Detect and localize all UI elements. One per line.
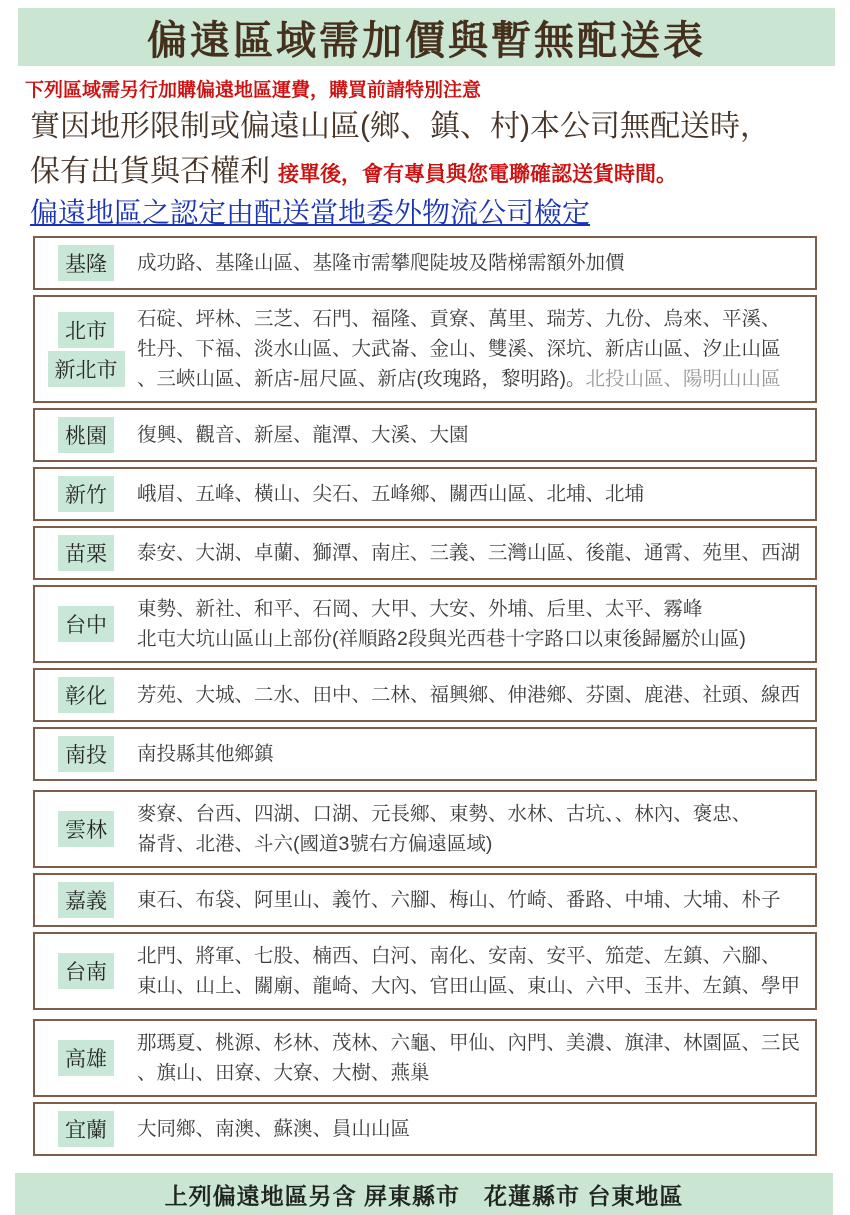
area-text: 大同鄉、南澳、蘇澳、員山山區 [137, 1118, 411, 1140]
region-label-cell [35, 535, 137, 571]
region-label-cell [35, 953, 137, 989]
area-text: 南投縣其他鄉鎮 [137, 743, 274, 765]
area-line [137, 624, 813, 654]
area-line [137, 364, 813, 394]
table-row [33, 790, 817, 868]
region-label: 高雄 [58, 1040, 114, 1076]
area-text: 牡丹、下福、淡水山區、大武崙、金山、雙溪、深坑、新店山區、汐止山區 [137, 338, 781, 360]
area-text: 北門、將軍、七股、楠西、白河、南化、安南、安平、笳萣、左鎮、六腳、 [137, 945, 781, 967]
table-row [33, 236, 817, 290]
table-row [33, 295, 817, 403]
area-line [137, 420, 813, 450]
table-row [33, 873, 817, 927]
area-text: 北屯大坑山區山上部份(祥順路2段與光西巷十字路口以東後歸屬於山區) [137, 628, 746, 650]
region-label-cell [35, 811, 137, 847]
page-title-bar [18, 8, 835, 66]
region-label: 新竹 [58, 476, 114, 512]
region-areas [137, 594, 815, 654]
region-areas [137, 680, 815, 710]
region-areas [137, 248, 815, 278]
region-label: 苗栗 [58, 535, 114, 571]
area-line [137, 304, 813, 334]
area-text: 泰安、大湖、卓蘭、獅潭、南庄、三義、三灣山區、後龍、通霄、苑里、西湖 [137, 542, 801, 564]
region-label: 彰化 [58, 677, 114, 713]
area-text: 石碇、坪林、三芝、石門、福隆、貢寮、萬里、瑞芳、九份、烏來、平溪、 [137, 308, 781, 330]
area-text: 崙背、北港、斗六(國道3號右方偏遠區域) [137, 833, 493, 855]
area-line [137, 1058, 813, 1088]
table-row [33, 727, 817, 781]
region-areas [137, 538, 815, 568]
area-text: 芳苑、大城、二水、田中、二林、福興鄉、伸港鄉、芬園、鹿港、社頭、線西 [137, 684, 801, 706]
area-text: 峨眉、五峰、橫山、尖石、五峰鄉、關西山區、北埔、北埔 [137, 483, 645, 505]
area-text: 成功路、基隆山區、基隆市需攀爬陡坡及階梯需額外加價 [137, 252, 625, 274]
page-title: 偏遠區域需加價與暫無配送表 [147, 18, 706, 63]
area-text: 麥寮、台西、四湖、口湖、元長鄉、東勢、水林、古坑、、林內、褒忠、 [137, 803, 752, 825]
area-line [137, 971, 813, 1001]
area-text: 東石、布袋、阿里山、義竹、六腳、梅山、竹崎、番路、中埔、大埔、朴子 [137, 889, 781, 911]
region-areas [137, 941, 815, 1001]
region-areas [137, 479, 815, 509]
area-line [137, 829, 813, 859]
region-label: 桃園 [58, 417, 114, 453]
region-label: 北市 [58, 312, 114, 348]
area-line [137, 1028, 813, 1058]
notice-blue: 偏遠地區之認定由配送當地委外物流公司檢定 [30, 197, 591, 228]
area-line [137, 1114, 813, 1144]
area-line [137, 334, 813, 364]
area-text: 那瑪夏、桃源、杉林、茂林、六龜、甲仙、內門、美濃、旗津、林園區、三民 [137, 1032, 801, 1054]
region-areas [137, 420, 815, 450]
region-areas [137, 739, 815, 769]
area-line [137, 739, 813, 769]
area-line [137, 885, 813, 915]
area-line [137, 680, 813, 710]
table-row [33, 1019, 817, 1097]
region-label: 台中 [58, 606, 114, 642]
region-label-cell [35, 312, 137, 387]
region-label-cell [35, 882, 137, 918]
table-row [33, 526, 817, 580]
region-areas [137, 1028, 815, 1088]
notice-line-2-red: 接單後，會有專員與您電聯確認送貨時間。 [278, 161, 677, 186]
area-line [137, 799, 813, 829]
notice-line-1: 實因地形限制或偏遠山區(鄉、鎮、村)本公司無配送時， [30, 110, 770, 143]
region-label-cell [35, 1040, 137, 1076]
region-label-cell [35, 736, 137, 772]
region-label: 雲林 [58, 811, 114, 847]
region-label: 嘉義 [58, 882, 114, 918]
region-label-cell [35, 245, 137, 281]
area-text-muted: 北投山區、陽明山山區 [585, 368, 781, 390]
warning-text: 下列區域需另行加購偏遠地區運費，購買前請特別注意 [25, 79, 482, 101]
region-label-cell [35, 417, 137, 453]
region-label: 台南 [58, 953, 114, 989]
region-label: 基隆 [58, 245, 114, 281]
area-text: 東勢、新社、和平、石岡、大甲、大安、外埔、后里、太平、霧峰 [137, 598, 703, 620]
area-text: 、三峽山區、新店-屈尺區、新店(玫瑰路，黎明路)。 [137, 368, 586, 390]
table-row [33, 1102, 817, 1156]
region-areas [137, 799, 815, 859]
region-label-cell [35, 476, 137, 512]
table-row [33, 668, 817, 722]
table-row [33, 467, 817, 521]
region-label: 宜蘭 [58, 1111, 114, 1147]
region-label: 南投 [58, 736, 114, 772]
table-row [33, 408, 817, 462]
notice-line-2-main: 保有出貨與否權利 [30, 155, 270, 188]
area-text: 復興、觀音、新屋、龍潭、大溪、大園 [137, 424, 469, 446]
area-line [137, 594, 813, 624]
footer-bar [15, 1173, 833, 1215]
region-label-cell [35, 1111, 137, 1147]
region-label-cell [35, 677, 137, 713]
area-line [137, 538, 813, 568]
area-line [137, 941, 813, 971]
table-row [33, 932, 817, 1010]
region-areas [137, 1114, 815, 1144]
area-text: 東山、山上、關廟、龍崎、大內、官田山區、東山、六甲、玉井、左鎮、學甲 [137, 975, 801, 997]
table-row [33, 585, 817, 663]
delivery-table [33, 236, 817, 1156]
notice-line-2 [30, 151, 850, 194]
region-areas [137, 304, 815, 394]
footer-text: 上列偏遠地區另含 屏東縣市 花蓮縣市 台東地區 [164, 1182, 684, 1209]
region-areas [137, 885, 815, 915]
region-label: 新北市 [48, 351, 125, 387]
region-label-cell [35, 606, 137, 642]
area-text: 、旗山、田寮、大寮、大樹、燕巢 [137, 1062, 430, 1084]
area-line [137, 248, 813, 278]
area-line [137, 479, 813, 509]
